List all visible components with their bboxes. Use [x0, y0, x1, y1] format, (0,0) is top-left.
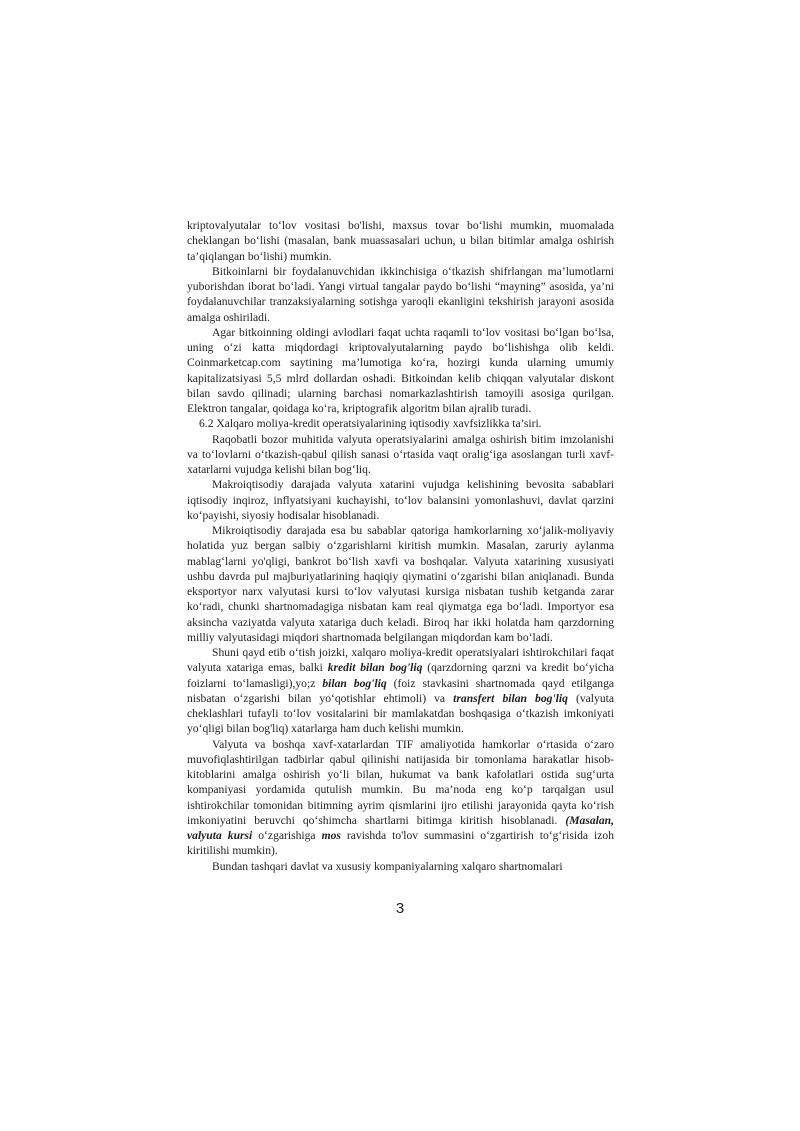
emphasized-term: bilan bog'liq	[322, 676, 387, 690]
section-heading	[187, 416, 614, 431]
text-run: (qarzdorning qarzni va kredit bo‘yicha foizlarni to‘lamasligi),yo;z	[187, 661, 614, 690]
text-run: Makroiqtisodiy darajada valyuta xatarini vujudga kelishining bevosita sabablari iqtisodiy inqiroz, inflyatsiyani kuchayishi, to‘lov balansini yomonlashuvi, davlat qarzini ko‘payishi, siyosiy hodisalar hisoblanadi.	[187, 478, 614, 522]
text-run: Mikroiqtisodiy darajada esa bu sabablar qatoriga hamkorlarning xo‘jalik-moliyaviy holatida yuz bergan salbiy o‘zgarishlarni kiritish mumkin. Masalan, zaruriy aylanma mablag‘larni yo'qligi, bankrot bo‘lish xavfi va boshqalar. Valyuta xatarining xususiyati ushbu davrda pul majburiyatlarining haqiqiy qiymatini o‘zgarishi bilan aniqlanadi. Bunda eksportyor narx valyutasi kursi to‘lov valyutasi kursiga nisbatan tushib ketganda zarar ko‘radi, chunki shartnomadagiga nisbatan kam real qiymatga ega bo‘ladi. Importyor esa aksincha vaziyatda valyuta xatariga duch keladi. Biroq har ikki holatda ham qarzdorning milliy valyutasidagi miqdori shartnomada belgilangan miqdordan kam bo‘ladi.	[187, 524, 614, 644]
paragraph	[187, 523, 614, 645]
emphasized-term: mos	[321, 829, 341, 842]
emphasized-term: (Masalan, valyuta kursi	[187, 813, 614, 842]
paragraph	[187, 325, 614, 417]
text-run: Valyuta va boshqa xavf-xatarlardan TIF amaliyotida hamkorlar o‘rtasida o‘zaro muvofiqlashtirilgan tadbirlar qabul qilinishi natijasida bir tomonlama harakatlar hisob-kitoblarini amalga oshirish yo‘li bilan, hukumat va bank kafolatlari ostida sug‘urta kompaniyasi yordamida qutulish mumkin. Bu ma’noda eng ko‘p tarqalgan usul ishtirokchilar tomonidan bitimning ayrim qismlarini ijro etilishi jarayonida qayta ko‘rish imkoniyatini beruvchi qo‘shimcha shartlarni bitimga kiritish hisoblanadi.	[187, 737, 614, 827]
body-text	[187, 218, 614, 874]
paragraph	[187, 218, 614, 264]
text-run: o‘zgarishiga	[252, 829, 322, 842]
text-run: ravishda to'lov summasini o‘zgartirish to‘g‘risida izoh kiritilishi mumkin).	[187, 829, 614, 858]
text-run: Bundan tashqari davlat va xususiy kompaniyalarning xalqaro shartnomalari	[212, 859, 563, 873]
text-run: 6.2 Xalqaro moliya-kredit operatsiyalarining iqtisodiy xavfsizlikka ta’siri.	[199, 417, 542, 431]
emphasized-term: transfert bilan bog'liq	[453, 691, 568, 705]
text-run: Agar bitkoinning oldingi avlodlari faqat uchta raqamli to‘lov vositasi bo‘lgan bo‘lsa, uning o‘zi katta miqdordagi kriptovalyutalarning paydo bo‘lishishga olib keldi. Coinmarketcap.com saytining ma’lumotiga ko‘ra, hozirgi kunda ularning umumiy kapitalizatsiyasi 5,5 mlrd dollardan oshadi. Bitkoindan kelib chiqqan valyutalar diskont bilan savdo qilinadi; ularning barchasi nomarkazlashtirish tamoyili asosiga qurilgan. Elektron tangalar, qoidaga ko‘ra, kriptografik algoritm bilan ajralib turadi.	[187, 325, 614, 415]
emphasized-term: kredit bilan bog'liq	[327, 661, 423, 675]
paragraph	[187, 859, 614, 874]
paragraph	[187, 477, 614, 523]
text-run: (valyuta cheklashlari tufayli to‘lov vositalarini bir mamlakatdan boshqasiga o‘tkazish imkoniyati yo‘qligi bilan bog'liq) xatarlarga ham duch kelishi mumkin.	[187, 691, 614, 736]
paragraph	[187, 737, 614, 859]
paragraph	[187, 645, 614, 737]
paragraph	[187, 264, 614, 325]
text-run: kriptovalyutalar to‘lov vositasi bo'lishi, maxsus tovar bo‘lishi mumkin, muomalada cheklangan bo‘lishi (masalan, bank muassasalari uchun, u bilan bitimlar amalga oshirish ta’qiqlangan bo‘lishi) mumkin.	[187, 219, 614, 263]
text-run: (foiz stavkasini shartnomada qayd etilganga nisbatan o‘zgarishi bilan yo‘qotishlar ehtimoli) va	[187, 676, 615, 705]
text-run: Shuni qayd etib o‘tish joizki, xalqaro moliya-kredit operatsiyalari ishtirokchilari faqat valyuta xatariga emas, balki	[187, 646, 614, 675]
paragraph	[187, 432, 614, 478]
text-run: Raqobatli bozor muhitida valyuta operatsiyalarini amalga oshirish bitim imzolanishi va to‘lovlarni o‘tkazish-qabul qilish sanasi o‘rtasida vaqt oralig‘iga asoslangan turli xavf-xatarlarni vujudga kelishi bilan bog‘liq.	[187, 432, 614, 476]
page-number: 3	[395, 900, 405, 917]
text-run: Bitkoinlarni bir foydalanuvchidan ikkinchisiga o‘tkazish shifrlangan ma’lumotlarni yuborishdan iborat bo‘ladi. Yangi virtual tangalar paydo bo‘lishi “mayning” asosida, ya’ni foydalanuvchilar tranzaksiyalarning sotishga yaroqli ekanligini tekshirish jarayoni asosida amalga oshiriladi.	[187, 264, 614, 324]
